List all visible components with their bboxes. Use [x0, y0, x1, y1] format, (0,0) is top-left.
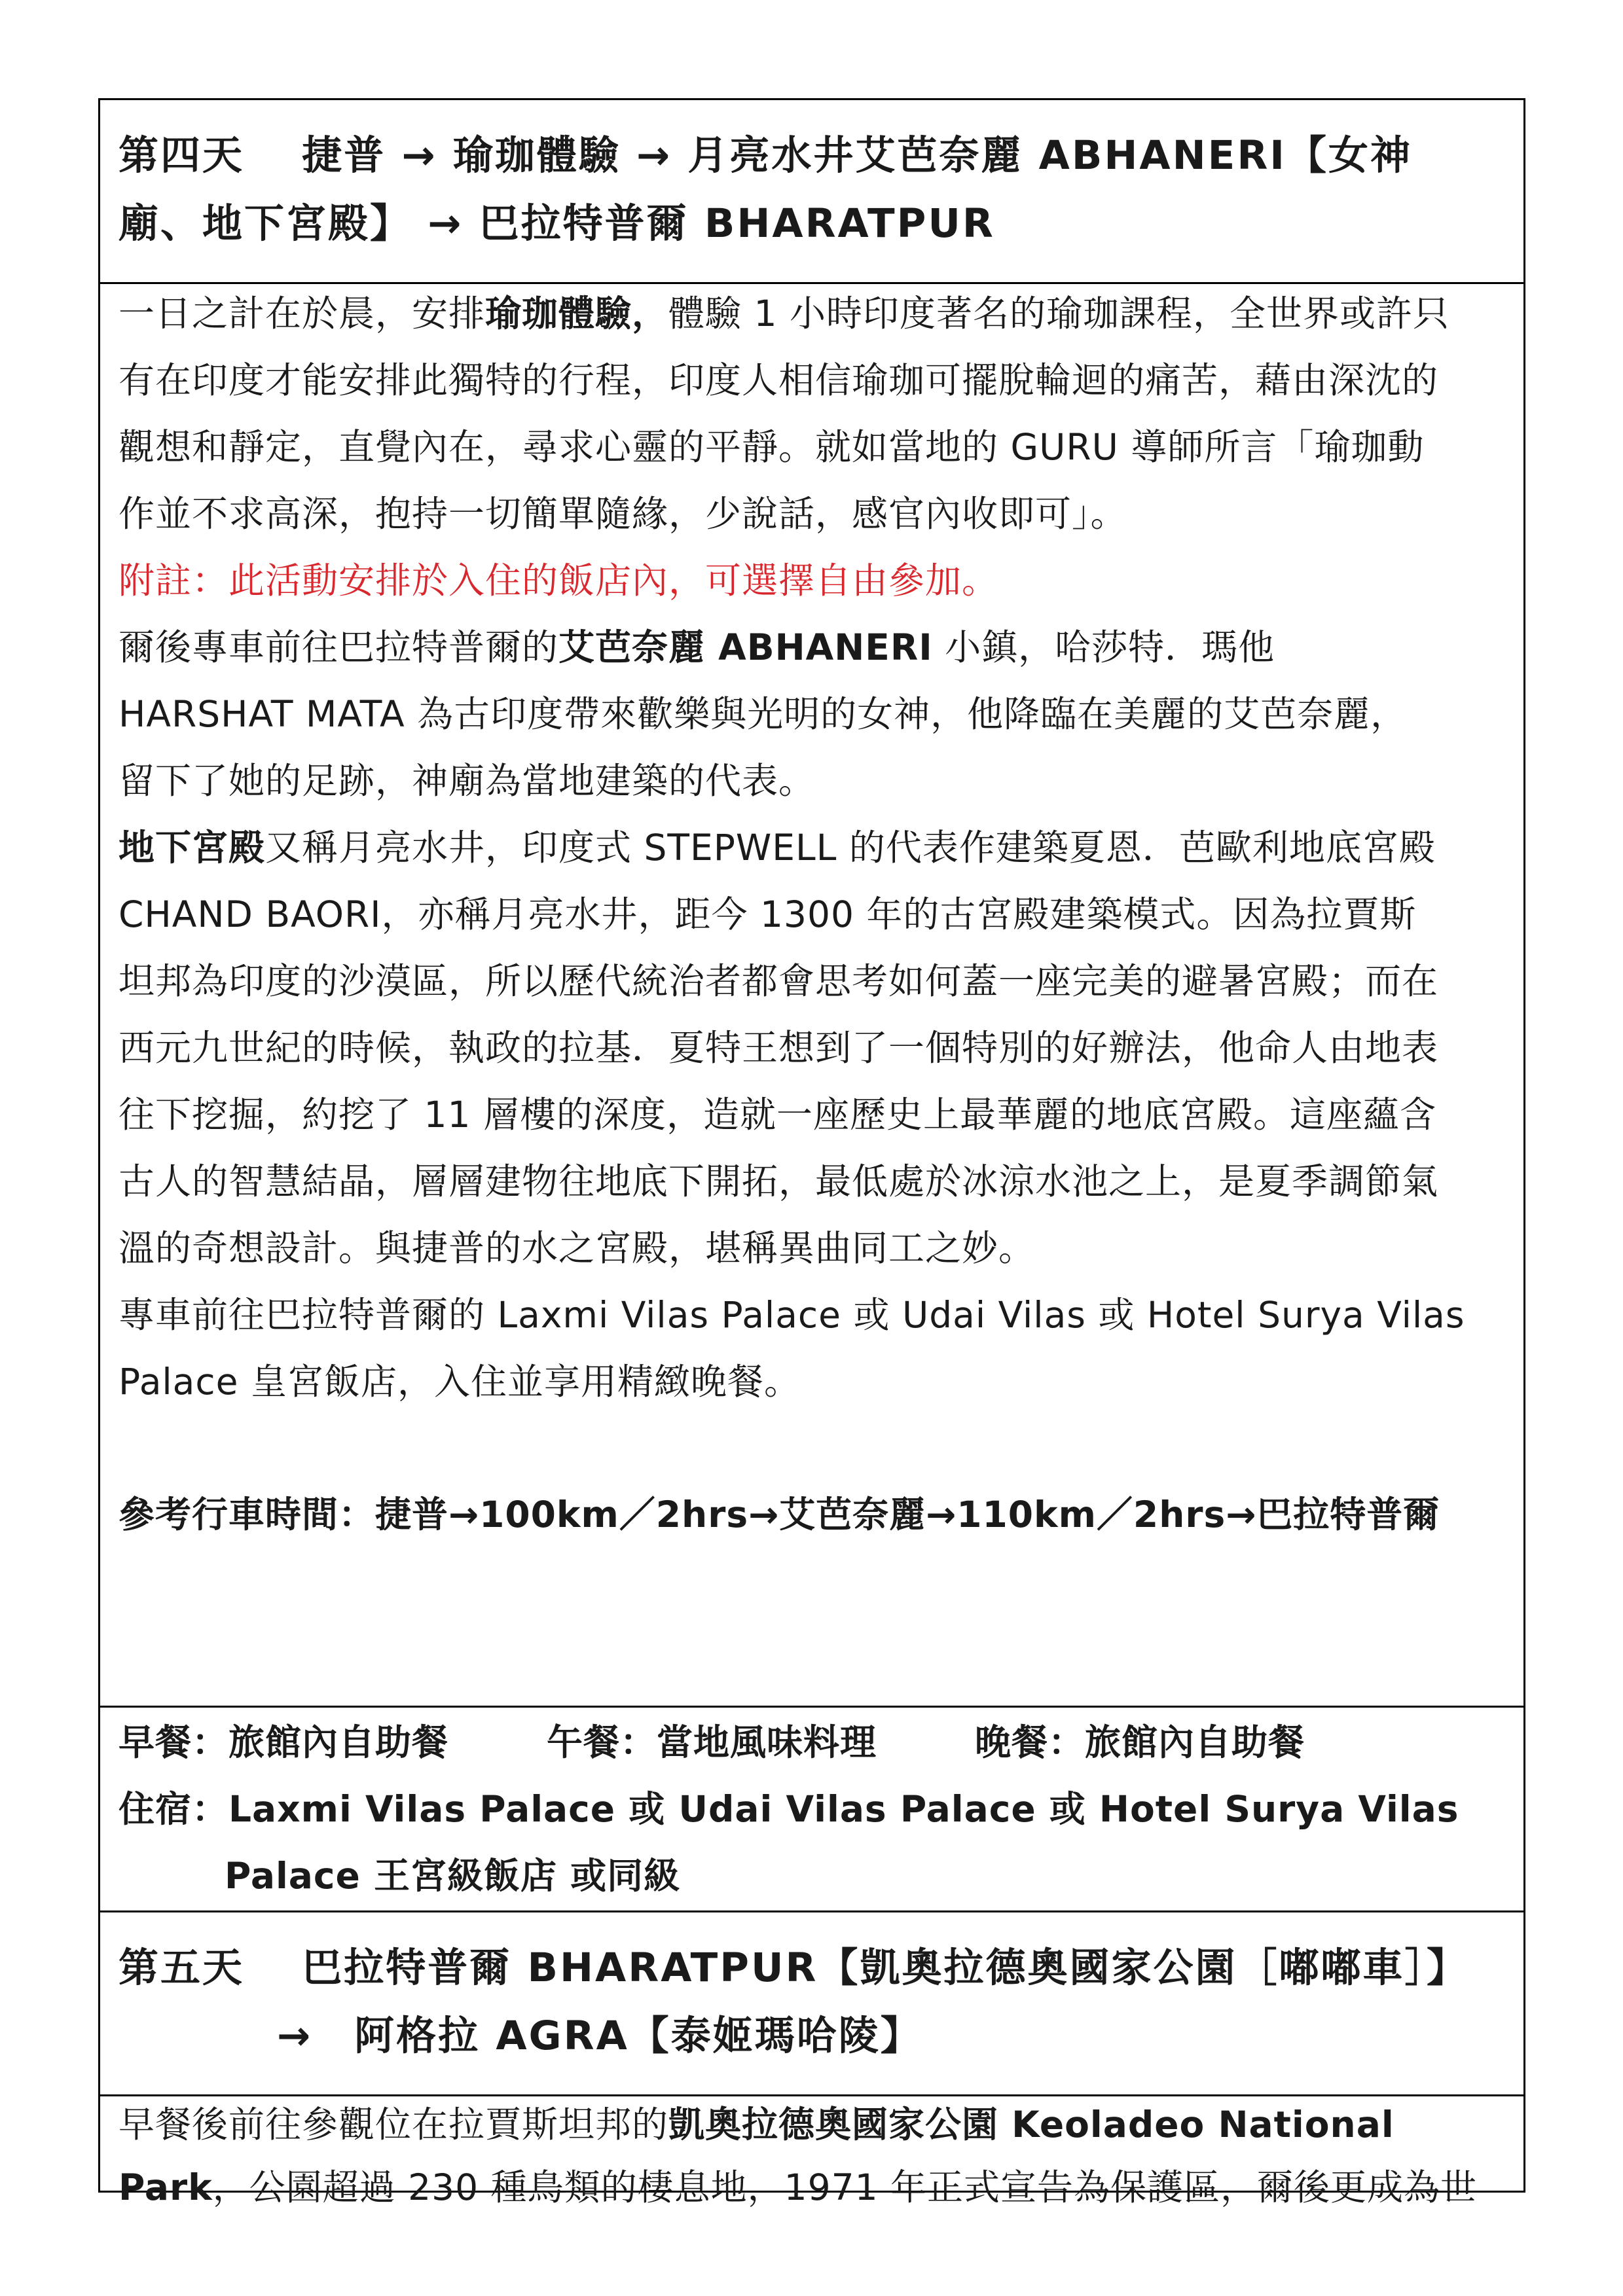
day4-paragraph2-line2: HARSHAT MATA 為古印度帶來歡樂與光明的女神，他降臨在美麗的艾芭奈麗， [119, 693, 1408, 735]
itinerary-table [98, 98, 1525, 2208]
highlight-keoladeo: 凱奧拉德奧國家公園 Keoladeo National [668, 2104, 1395, 2145]
day4-body [100, 284, 1523, 1704]
lunch: 午餐：當地風味料理 [547, 1721, 877, 1763]
day4-paragraph2-line1 [119, 624, 1517, 670]
day4-paragraph1-line1 [119, 291, 1517, 336]
breakfast: 早餐：旅館內自助餐 [119, 1721, 449, 1763]
day5-body [100, 2096, 1523, 2208]
day4-paragraph4-line2: Palace 皇宮飯店，入住並享用精緻晚餐。 [119, 1361, 801, 1403]
day5-paragraph1-line2 [119, 2164, 1517, 2210]
day4-heading-line1: 第四天 捷普 → 瑜珈體驗 → 月亮水井艾芭奈麗 ABHANERI【女神 [119, 132, 1412, 179]
text: 早餐後前往參觀位在拉賈斯坦邦的 [119, 2104, 669, 2145]
text: ，公園超過 230 種鳥類的棲息地，1971 年正式宣告為保護區，爾後更成為世 [212, 2166, 1478, 2208]
day4-paragraph3-line5: 往下挖掘，約挖了 11 層樓的深度，造就一座歷史上最華麗的地底宮殿。這座蘊含 [119, 1094, 1436, 1136]
day5-heading-line2: → 阿格拉 AGRA【泰姬瑪哈陵】 [277, 2013, 922, 2059]
day4-heading [100, 100, 1523, 282]
day5-heading-line1: 第五天 巴拉特普爾 BHARATPUR【凱奧拉德奧國家公園［嘟嘟車］】 [119, 1945, 1468, 1991]
highlight-underground-palace: 地下宮殿 [119, 827, 266, 869]
day4-paragraph1-line2: 有在印度才能安排此獨特的行程，印度人相信瑜珈可擺脫輪迴的痛苦，藉由深沈的 [119, 359, 1439, 401]
highlight-yoga: 瑜珈體驗， [485, 293, 669, 334]
text: 又稱月亮水井，印度式 STEPWELL 的代表作建築夏恩．芭歐利地底宮殿 [265, 827, 1436, 869]
day5-paragraph1-line1 [119, 2102, 1517, 2147]
dinner: 晚餐：旅館內自助餐 [975, 1721, 1305, 1763]
day4-heading-line2: 廟、地下宮殿】 → 巴拉特普爾 BHARATPUR [119, 200, 995, 247]
text: 爾後專車前往巴拉特普爾的 [119, 626, 559, 668]
day4-paragraph2-line3: 留下了她的足跡，神廟為當地建築的代表。 [119, 760, 816, 802]
day4-paragraph3-line6: 古人的智慧結晶，層層建物往地底下開拓，最低處於冰涼水池之上，是夏季調節氣 [119, 1160, 1439, 1202]
day4-meals-lodging [100, 1708, 1523, 1910]
day4-paragraph1-line3: 觀想和靜定，直覺內在，尋求心靈的平靜。就如當地的 GURU 導師所言「瑜珈動 [119, 426, 1425, 468]
day4-paragraph3-line4: 西元九世紀的時候，執政的拉基．夏特王想到了一個特別的好辦法，他命人由地表 [119, 1027, 1439, 1069]
text: 小鎮，哈莎特．瑪他 [932, 626, 1275, 668]
text: 體驗 1 小時印度著名的瑜珈課程，全世界或許只 [668, 293, 1450, 334]
day4-paragraph1-line4: 作並不求高深，抱持一切簡單隨緣，少說話，感官內收即可」。 [119, 493, 1127, 535]
day4-lodging-line1: 住宿：Laxmi Vilas Palace 或 Udai Vilas Palace 或 Hotel Surya Vilas [119, 1788, 1459, 1830]
day4-drive-time: 參考行車時間：捷普→100km／2hrs→艾芭奈麗→110km／2hrs→巴拉特普爾 [119, 1494, 1440, 1535]
day4-paragraph4-line1: 專車前往巴拉特普爾的 Laxmi Vilas Palace 或 Udai Vilas 或 Hotel Surya Vilas [119, 1294, 1465, 1336]
day4-note: 附註：此活動安排於入住的飯店內，可選擇自由參加。 [119, 560, 999, 601]
day4-paragraph3-line3: 坦邦為印度的沙漠區，所以歷代統治者都會思考如何蓋一座完美的避暑宮殿；而在 [119, 960, 1439, 1002]
day4-paragraph3-line7: 溫的奇想設計。與捷普的水之宮殿，堪稱異曲同工之妙。 [119, 1227, 1036, 1269]
highlight-park: Park [119, 2166, 213, 2208]
highlight-abhaneri: 艾芭奈麗 ABHANERI [558, 626, 933, 668]
day4-lodging-line2: Palace 王宮級飯店 或同級 [225, 1855, 681, 1897]
text: 一日之計在於晨，安排 [119, 293, 486, 334]
day5-heading [100, 1912, 1523, 2094]
day4-paragraph3-line2: CHAND BAORI，亦稱月亮水井，距今 1300 年的古宮殿建築模式。因為拉賈斯 [119, 893, 1417, 935]
day4-meals [119, 1719, 1517, 1765]
day4-paragraph3-line1 [119, 825, 1517, 870]
